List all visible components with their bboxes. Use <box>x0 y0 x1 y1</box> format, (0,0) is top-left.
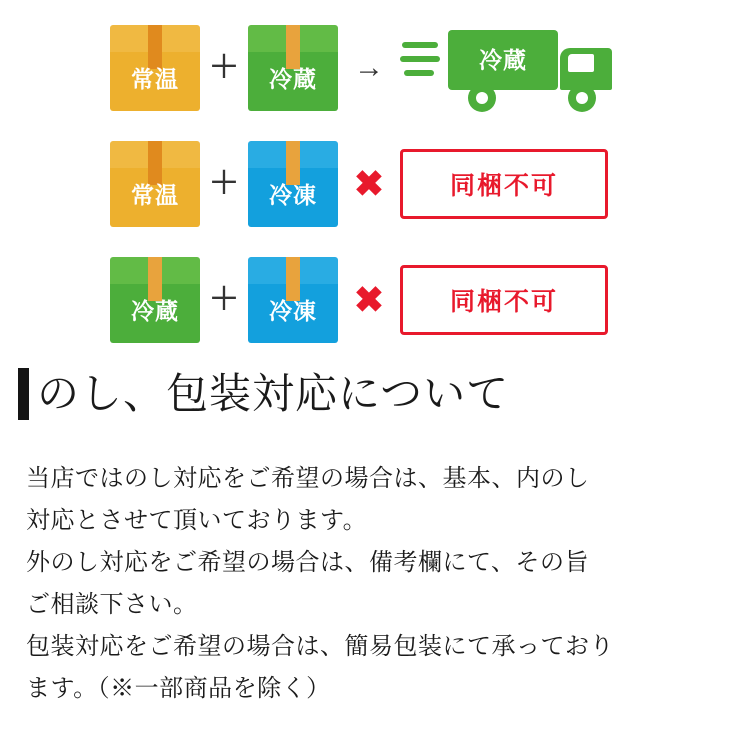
parcel-box-icon <box>248 257 338 343</box>
speed-line <box>404 70 434 76</box>
body-line: 包装対応をご希望の場合は、簡易包装にて承っており <box>26 633 614 660</box>
body-line: 外のし対応をご希望の場合は、備考欄にて、その旨 <box>26 549 590 576</box>
cross-mark-icon: ✖ <box>353 279 385 320</box>
box-label: 常温 <box>131 182 179 208</box>
parcel-box-icon <box>110 141 200 227</box>
parcel-box-icon <box>248 25 338 111</box>
matrix-row <box>110 16 750 120</box>
box-label: 冷凍 <box>269 182 317 208</box>
not-combinable-badge: 同梱不可 <box>400 149 608 219</box>
truck-cargo-label: 冷蔵 <box>479 47 527 73</box>
body-line: ます。（※一部商品を除く） <box>26 675 331 702</box>
section-heading <box>18 368 509 420</box>
speed-line <box>400 56 440 62</box>
shipping-combination-matrix <box>0 0 750 356</box>
truck-window <box>568 54 594 72</box>
not-combinable-badge: 同梱不可 <box>400 265 608 335</box>
matrix-row <box>110 248 750 352</box>
body-line: ご相談下さい。 <box>26 591 198 618</box>
box-label: 常温 <box>131 66 179 92</box>
matrix-row <box>110 132 750 236</box>
plus-icon: ＋ <box>209 167 239 200</box>
heading-accent-bar <box>18 368 29 420</box>
body-line: 対応とさせて頂いております。 <box>26 507 368 534</box>
truck-wheel <box>468 84 496 112</box>
delivery-truck-icon <box>400 22 626 114</box>
speed-line <box>402 42 438 48</box>
heading-text: のし、包装対応について <box>37 370 510 417</box>
parcel-box-icon <box>110 25 200 111</box>
box-label: 冷凍 <box>269 298 317 324</box>
section-body <box>26 458 726 710</box>
plus-icon: ＋ <box>209 51 239 84</box>
plus-icon: ＋ <box>209 283 239 316</box>
box-label: 冷蔵 <box>131 298 179 324</box>
box-label: 冷蔵 <box>269 66 317 92</box>
body-line: 当店ではのし対応をご希望の場合は、基本、内のし <box>26 465 590 492</box>
arrow-right-icon: → <box>354 51 384 84</box>
parcel-box-icon <box>110 257 200 343</box>
cross-mark-icon: ✖ <box>353 163 385 204</box>
truck-wheel <box>568 84 596 112</box>
parcel-box-icon <box>248 141 338 227</box>
